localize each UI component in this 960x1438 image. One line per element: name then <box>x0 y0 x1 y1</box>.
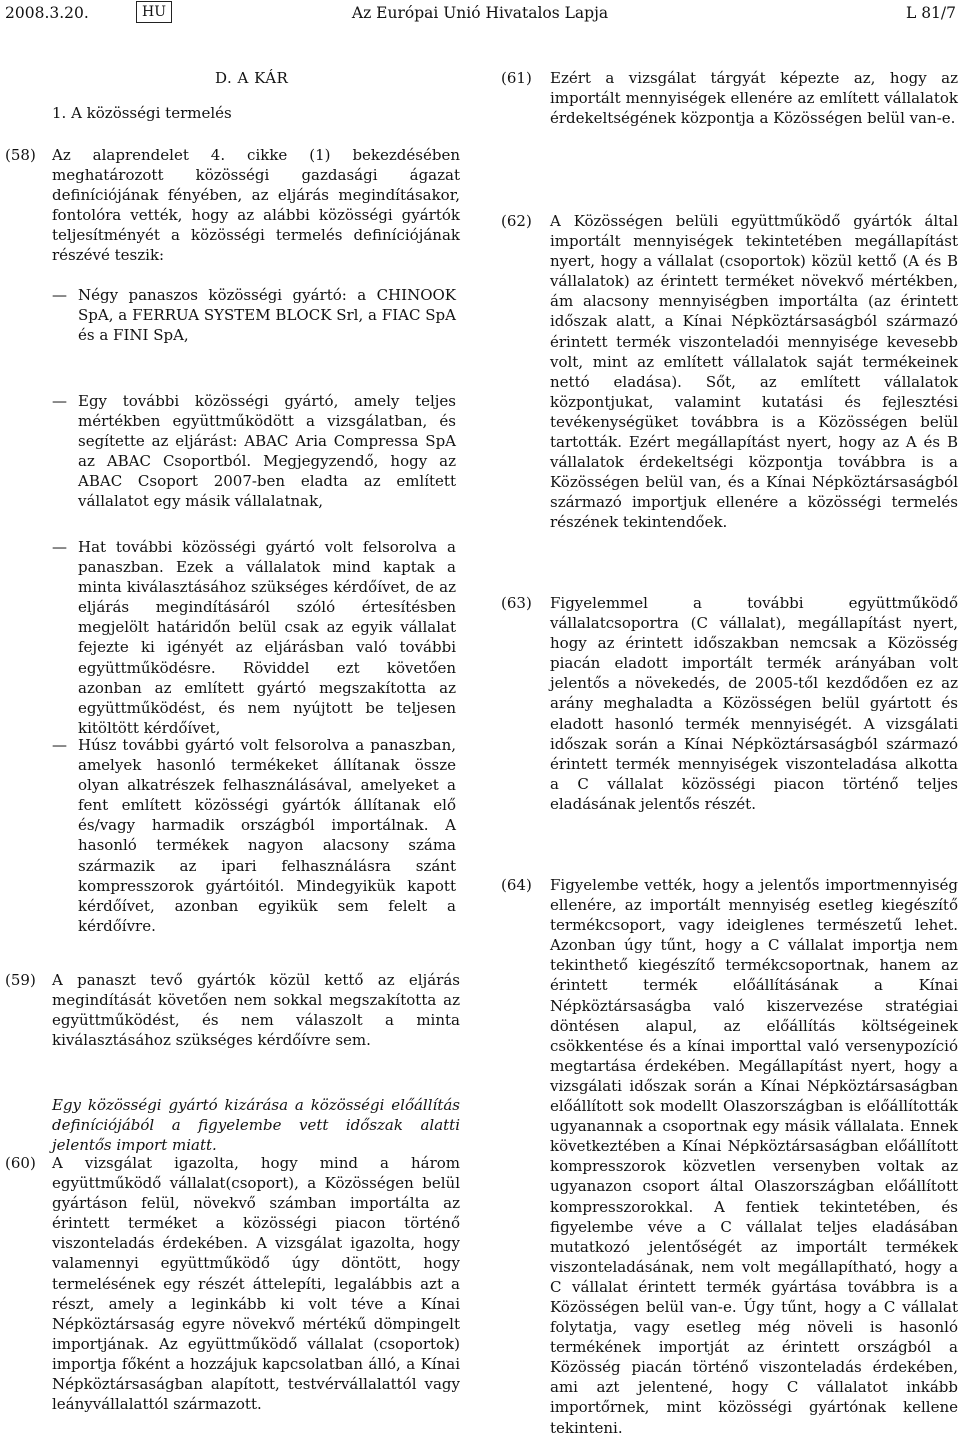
list-item-text: Egy további közösségi gyártó, amely teljes mértékben együttműködött a vizsgálatban, és segítette az eljárást: ABAC Aria Compressa SpA az ABAC Csoportból. Megjegyzendő, hogy az ABAC Csoport 2007-ben eladta az említett vállalatot egy másik vállalatnak, <box>78 392 456 511</box>
paragraph-number: (64) <box>501 876 532 894</box>
paragraph-text: Ezért a vizsgálat tárgyát képezte az, hogy az importált mennyiségek ellenére az említett vállalatok érdekeltségének központja a Közösségen belül van-e. <box>550 69 958 128</box>
dash-marker: — <box>52 392 67 410</box>
list-item-text: Húsz további gyártó volt felsorolva a panaszban, amelyek hasonló termékeket állítanak össze olyan alkatrészek felhasználásával, amelyeket a fent említett közösségi gyártók állítanak elő és/vagy harmadik országból importálnak. A hasonló termékek nagyon alacsony száma származik az ipari felhasználásra szánt kompresszorok gyártóitól. Mindegyikük kapott kérdőívet, azonban egyikük sem felelt a kérdőívre. <box>78 736 456 935</box>
dash-marker: — <box>52 286 67 304</box>
paragraph-text: A panaszt tevő gyártók közül kettő az eljárás megindítását követően nem sokkal megszakította az együttműködést, és nem válaszolt a minta kiválasztásához szükséges kérdőívre sem. <box>52 971 460 1050</box>
paragraph-number: (60) <box>5 1154 36 1172</box>
list-item-text: Négy panaszos közösségi gyártó: a CHINOOK SpA, a FERRUA SYSTEM BLOCK Srl, a FIAC SpA és a FINI SpA, <box>78 286 456 345</box>
paragraph-text: A Közösségen belüli együttműködő gyártók által importált mennyiségek tekintetében megállapítást nyert, hogy a vállalat (csoportok) közül kettő (A és B vállalatok) az érintett terméket növekvő mértékben, ám alacsony mennyiségben importálta (az érintett időszak alatt, a Kínai Népköztársaságból származó érintett termék viszonteladói mennyisége kevesebb volt, mint az említett vállalatok saját termékeinek nettó eladása). Sőt, az említett vállalatok központjukat, valamint kutatási és fejlesztési tevékenységüket továbbra is a Közösségen belül tartották. Ezért megállapítást nyert, hogy az A és B vállalatok érdekeltségi központja továbbra is a Közösségen belül van, és a Kínai Népköztársaságból származó importjuk ellenére a közösségi termelés részének tekintendőek. <box>550 212 958 532</box>
paragraph-number: (62) <box>501 212 532 230</box>
subsection-heading: 1. A közösségi termelés <box>52 104 232 122</box>
paragraph-text: Figyelemmel a további együttműködő vállalatcsoportra (C vállalat), megállapítást nyert, hogy az érintett időszakban nemcsak a Közösség piacán eladott importált termék arányában volt jelentős a növekedés, de 2005-től kezdődően ez az arány meghaladta a Közösségen belül gyártott és eladott hasonló termék mennyiségét. A vizsgálati időszak során a Kínai Népköztársaságból származó érintett termék mennyiségek viszonteladása alkotta a C vállalat közösségi piacon történő teljes eladásának jelentős részét. <box>550 594 958 813</box>
italic-subheading: Egy közösségi gyártó kizárása a közösségi előállítás definíciójából a figyelembe vett időszak alatti jelentős import miatt. <box>52 1096 460 1155</box>
page-reference: L 81/7 <box>905 4 956 22</box>
paragraph-number: (58) <box>5 146 36 164</box>
dash-marker: — <box>52 736 67 754</box>
list-item-text: Hat további közösségi gyártó volt felsorolva a panaszban. Ezek a vállalatok mind kaptak a minta kiválasztásához szükséges kérdőívet, de az eljárás megindításáról szóló értesítésben megjelölt határidőn belül csak az egyik vállalat fejezte ki igényét az eljárásban való további együttműködésre. Röviddel ezt követően azonban az említett gyártó megszakította az együttműködést, és nem nyújtott be teljesen kitöltött kérdőívet, <box>78 538 456 737</box>
paragraph-58 <box>0 145 460 265</box>
dash-marker: — <box>52 538 67 556</box>
paragraph-number: (59) <box>5 971 36 989</box>
paragraph-text: Az alaprendelet 4. cikke (1) bekezdésében meghatározott közösségi gazdasági ágazat definíciójának fényében, az eljárás megindításakor, fontolóra vették, hogy az alábbi közösségi gyártók teljesítményét a közösségi termelés definíciójának részévé teszik: <box>52 146 460 265</box>
journal-title: Az Európai Unió Hivatalos Lapja <box>351 4 609 22</box>
paragraph-text: A vizsgálat igazolta, hogy mind a három együttműködő vállalat(csoport), a Közösségen belül gyártáson felül, növekvő számban importálta az érintett terméket a közösségi piacon történő viszonteladás érdekében. A vizsgálat igazolta, hogy valamennyi együttműködő úgy döntött, hogy termelésének egy részét áttelepíti, legalábbis azt a részt, amely a leginkább ki volt téve a Kínai Népköztársaság egyre növekvő mértékű dömpingelt importjának. Az együttműködő vállalat (csoportok) importja főként a hozzájuk kapcsolatban álló, a Kínai Népköztársaságban alapított, testvérvállalattól vagy leányvállalattól származott. <box>52 1154 460 1414</box>
paragraph-number: (63) <box>501 594 532 612</box>
language-badge: HU <box>136 1 172 23</box>
paragraph-text: Figyelembe vették, hogy a jelentős importmennyiség ellenére, az importált mennyiség esetleg kiegészítő termékcsoport, vagy ideiglenes természetű lehet. Azonban úgy tűnt, hogy a C vállalat importja nem tekinthető kiegészítő termékcsoportnak, hanem az érintett termék előállításának a Kínai Népköztársaságba való kiszervezése stratégiai döntésen alapul, az előállítás költségeinek csökkentése és a kínai importtal való versenypozíció megtartása érdekében. Megállapítást nyert, hogy a vizsgálati időszak során a Kínai Népköztársaságban előállított sok modellt Olaszországban is előállították ugyanannak a csoportnak egy másik vállalata. Ennek következtében a Kínai Népköztársaságban előállított kompresszorok közvetlen versenyben voltak az ugyanazon csoport által Olaszországban előállított kompresszorokkal. A fentiek tekintetében, és figyelembe véve a C vállalat teljes eladásában mutatkozó jelentőségét az importált termékek viszonteladásának, nem volt megállapítható, hogy a C vállalat érintett termék gyártása továbbra is a Közösségen belül van-e. Úgy tűnt, hogy a C vállalat folytatja, vagy esetleg még növeli is hasonló termékének importját az érintett országból a Közösség piacán történő viszonteladás érdekében, ami azt jelentené, hogy C vállalatot inkább importőrnek, mint közösségi gyártónak kellene tekinteni. <box>550 876 958 1437</box>
paragraph-number: (61) <box>501 69 532 87</box>
section-heading: D. A KÁR <box>215 69 289 87</box>
header-date: 2008.3.20. <box>5 4 89 22</box>
